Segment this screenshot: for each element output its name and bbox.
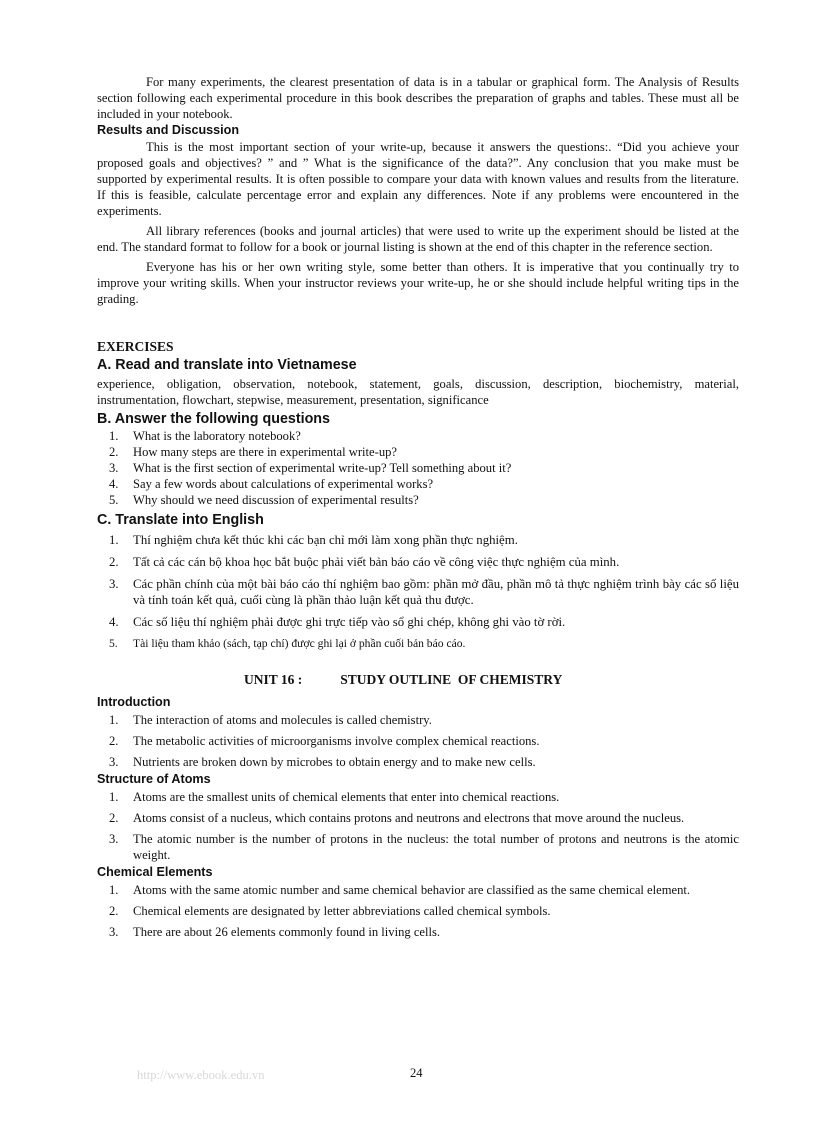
item-text: Say a few words about calculations of experimental works? (133, 477, 434, 491)
results-paragraph-1: This is the most important section of your write-up, because it answers the questions:. “Did you achieve your proposed goals and objectives? ” and ” What is the significance of the data?”. Any conclusion that you make must be supported by experimental results. It is often possible to compare your data with known values and results from the literature. If this is feasible, calculate percentage error and explain any differences. Note if any problems were encountered in the experiments. (97, 140, 739, 218)
item-number: 5. (109, 493, 119, 507)
item-number: 2. (109, 445, 119, 459)
results-paragraph-2: All library references (books and journal articles) that were used to write up the experiment should be listed at the end. The standard format to follow for a book or journal listing is shown at the end of this chapter in the reference section. (97, 224, 739, 254)
list-item (97, 444, 739, 460)
list-item (97, 924, 739, 940)
item-number: 3. (109, 755, 119, 769)
list-item (97, 882, 739, 898)
item-number: 1. (109, 713, 119, 727)
item-text: Nutrients are broken down by microbes to obtain energy and to make new cells. (133, 755, 536, 769)
exercise-c-heading: C. Translate into English (97, 512, 264, 528)
list-item (97, 831, 739, 863)
results-heading: Results and Discussion (97, 123, 240, 137)
list-item (97, 476, 739, 492)
list-item (97, 576, 739, 608)
page-number: 24 (410, 1066, 423, 1080)
exercise-a-heading: A. Read and translate into Vietnamese (97, 357, 357, 373)
item-text: Các phần chính của một bài báo cáo thí nghiệm bao gồm: phần mở đầu, phần mô tả thực nghiệm trình bày các số liệu và tính toán kết quả, cuối cùng là phần thảo luận kết quả thu được. (133, 577, 739, 607)
list-item (97, 428, 739, 444)
list-item (97, 492, 739, 508)
item-number: 1. (109, 790, 119, 804)
item-number: 3. (109, 461, 119, 475)
watermark-url: http://www.ebook.edu.vn (137, 1068, 265, 1082)
item-number: 2. (109, 555, 119, 569)
item-number: 2. (109, 811, 119, 825)
unit-label: UNIT 16 : (244, 672, 303, 687)
item-text: How many steps are there in experimental write-up? (133, 445, 398, 459)
item-text: The metabolic activities of microorganisms involve complex chemical reactions. (133, 734, 540, 748)
item-number: 4. (109, 477, 119, 491)
unit-heading (97, 672, 739, 688)
item-number: 3. (109, 925, 119, 939)
section-heading-introduction: Introduction (97, 695, 171, 709)
list-item (97, 754, 739, 770)
item-text: Tài liệu tham khảo (sách, tạp chí) được ghi lại ở phần cuối bản báo cáo. (133, 637, 466, 650)
results-paragraph-3: Everyone has his or her own writing style, some better than others. It is imperative that you continually try to improve your writing skills. When your instructor reviews your write-up, he or she should include helpful writing tips in the grading. (97, 260, 739, 306)
section-heading-chemical-elements: Chemical Elements (97, 865, 213, 879)
section-heading-structure-of-atoms: Structure of Atoms (97, 772, 211, 786)
item-text: Tất cả các cán bộ khoa học bắt buộc phải viết bản báo cáo về công việc thực nghiệm của mình. (133, 555, 620, 569)
unit-title: STUDY OUTLINE OF CHEMISTRY (340, 672, 563, 687)
item-text: Atoms are the smallest units of chemical elements that enter into chemical reactions. (133, 790, 560, 804)
item-text: Các số liệu thí nghiệm phải được ghi trực tiếp vào sổ ghi chép, không ghi vào tờ rời. (133, 615, 566, 629)
structure-of-atoms-list (97, 789, 739, 863)
chemical-elements-list (97, 882, 739, 940)
introduction-list (97, 712, 739, 770)
item-number: 2. (109, 904, 119, 918)
item-number: 3. (109, 832, 119, 846)
list-item (97, 636, 739, 652)
intro-paragraph: For many experiments, the clearest presentation of data is in a tabular or graphical form. The Analysis of Results section following each experimental procedure in this book describes the preparation of graphs and tables. These must all be included in your notebook. (97, 75, 739, 121)
list-item (97, 532, 739, 548)
exercise-b-list (97, 428, 739, 508)
item-text: What is the first section of experimental write-up? Tell something about it? (133, 461, 512, 475)
item-number: 3. (109, 577, 119, 591)
item-number: 1. (109, 883, 119, 897)
item-number: 1. (109, 533, 119, 547)
list-item (97, 810, 739, 826)
exercise-c-list (97, 532, 739, 652)
exercises-title: EXERCISES (97, 339, 174, 354)
item-number: 5. (109, 637, 118, 650)
list-item (97, 733, 739, 749)
item-text: Atoms with the same atomic number and same chemical behavior are classified as the same chemical element. (133, 883, 691, 897)
item-text: There are about 26 elements commonly found in living cells. (133, 925, 441, 939)
item-text: The interaction of atoms and molecules is called chemistry. (133, 713, 432, 727)
document-page (97, 74, 739, 945)
item-text: What is the laboratory notebook? (133, 429, 301, 443)
list-item (97, 789, 739, 805)
item-text: Why should we need discussion of experimental results? (133, 493, 419, 507)
list-item (97, 903, 739, 919)
item-text: The atomic number is the number of protons in the nucleus: the total number of protons and neutrons is the atomic weight. (133, 832, 739, 862)
item-number: 2. (109, 734, 119, 748)
item-text: Atoms consist of a nucleus, which contains protons and neutrons and electrons that move around the nucleus. (133, 811, 685, 825)
list-item (97, 614, 739, 630)
exercise-a-wordlist: experience, obligation, observation, notebook, statement, goals, discussion, description, biochemistry, material, instrumentation, flowchart, stepwise, measurement, presentation, significance (97, 377, 739, 407)
item-number: 4. (109, 615, 119, 629)
list-item (97, 460, 739, 476)
page-footer (0, 1066, 816, 1086)
item-number: 1. (109, 429, 119, 443)
item-text: Chemical elements are designated by letter abbreviations called chemical symbols. (133, 904, 551, 918)
exercise-b-heading: B. Answer the following questions (97, 411, 330, 427)
item-text: Thí nghiệm chưa kết thúc khi các bạn chỉ mới làm xong phần thực nghiệm. (133, 533, 518, 547)
list-item (97, 712, 739, 728)
list-item (97, 554, 739, 570)
